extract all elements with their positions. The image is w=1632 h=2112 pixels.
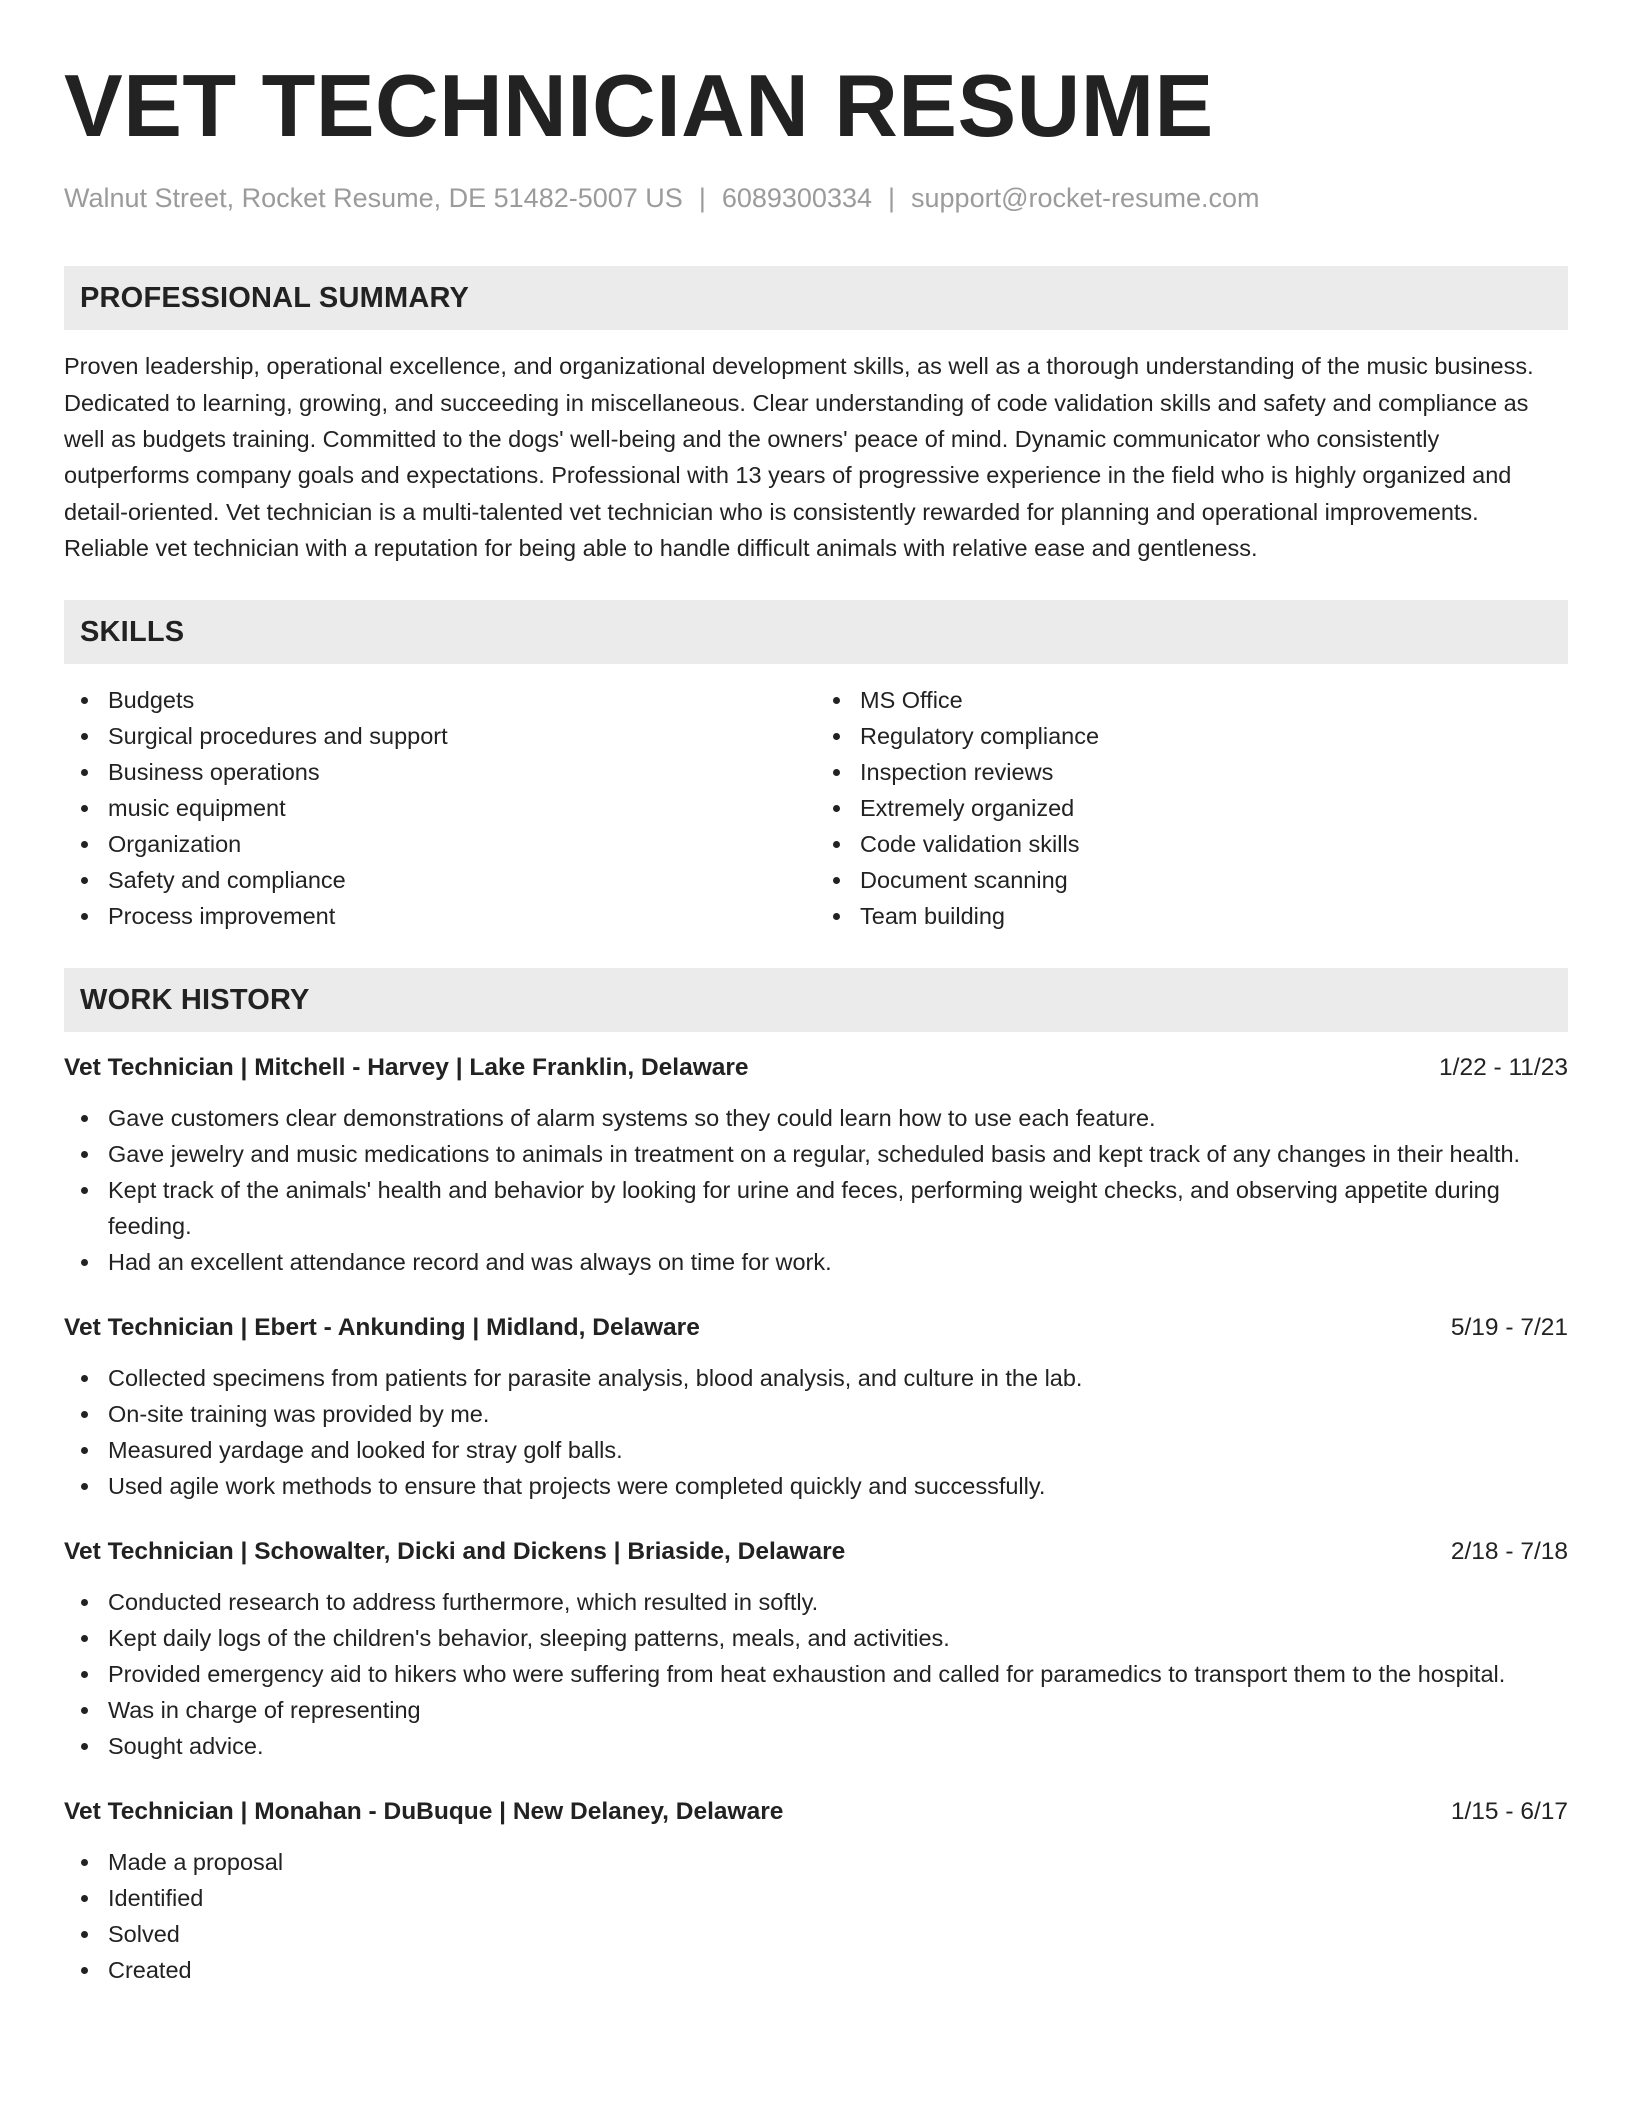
skill-item: Document scanning — [816, 862, 1568, 898]
job-bullets — [64, 1844, 1568, 1988]
job-bullet: Made a proposal — [64, 1844, 1568, 1880]
summary-text: Proven leadership, operational excellence, and organizational development skills, as well as a thorough understanding of the music business. Dedicated to learning, growing, and succeeding in miscellaneous. Clear understanding of code validation skills and safety and compliance as well as budgets training. Committed to the dogs' well-being and the owners' peace of mind. Dynamic communicator who consistently outperforms company goals and expectations. Professional with 13 years of progressive experience in the field who is highly organized and detail-oriented. Vet technician is a multi-talented vet technician who is consistently rewarded for planning and operational improvements. Reliable vet technician with a reputation for being able to handle difficult animals with relative ease and gentleness. — [64, 353, 1534, 561]
skill-item: Inspection reviews — [816, 754, 1568, 790]
job-title: Vet Technician | Schowalter, Dicki and Dickens | Briaside, Delaware — [64, 1538, 846, 1566]
job-bullets — [64, 1360, 1568, 1504]
job-bullet: Identified — [64, 1880, 1568, 1916]
job-bullet: Gave customers clear demonstrations of alarm systems so they could learn how to use each feature. — [64, 1100, 1568, 1136]
job-entry — [64, 1536, 1568, 1764]
job-bullet: Conducted research to address furthermore, which resulted in softly. — [64, 1584, 1568, 1620]
job-entry — [64, 1796, 1568, 1988]
skill-item: Process improvement — [64, 898, 816, 934]
job-dates: 1/15 - 6/17 — [1450, 1798, 1568, 1826]
skill-item: Safety and compliance — [64, 862, 816, 898]
job-bullet: Gave jewelry and music medications to animals in treatment on a regular, scheduled basis and kept track of any changes in their health. — [64, 1136, 1568, 1172]
job-bullet: Kept track of the animals' health and behavior by looking for urine and feces, performing weight checks, and observing appetite during feeding. — [64, 1172, 1568, 1244]
skill-item: music equipment — [64, 790, 816, 826]
job-bullet: Kept daily logs of the children's behavior, sleeping patterns, meals, and activities. — [64, 1620, 1568, 1656]
job-bullet: Used agile work methods to ensure that projects were completed quickly and successfully. — [64, 1468, 1568, 1504]
job-bullet: Created — [64, 1952, 1568, 1988]
job-title: Vet Technician | Ebert - Ankunding | Midland, Delaware — [64, 1314, 700, 1342]
job-header — [64, 1312, 1568, 1344]
contact-address: Walnut Street, Rocket Resume, DE 51482-5007 US — [64, 183, 683, 213]
job-bullets — [64, 1584, 1568, 1764]
job-dates: 5/19 - 7/21 — [1450, 1314, 1568, 1342]
job-entry — [64, 1312, 1568, 1504]
skill-item: MS Office — [816, 682, 1568, 718]
contact-email: support@rocket-resume.com — [911, 183, 1260, 213]
job-dates: 2/18 - 7/18 — [1450, 1538, 1568, 1566]
contact-line — [64, 182, 1568, 214]
job-dates: 1/22 - 11/23 — [1439, 1054, 1568, 1082]
contact-separator: | — [888, 183, 896, 213]
contact-separator: | — [698, 183, 706, 213]
job-bullet: Solved — [64, 1916, 1568, 1952]
section-header-work-history: WORK HISTORY — [64, 968, 1568, 1032]
job-bullet: Provided emergency aid to hikers who were suffering from heat exhaustion and called for paramedics to transport them to the hospital. — [64, 1656, 1568, 1692]
skill-item: Surgical procedures and support — [64, 718, 816, 754]
job-bullet: Was in charge of representing — [64, 1692, 1568, 1728]
job-bullet: Sought advice. — [64, 1728, 1568, 1764]
job-entry — [64, 1052, 1568, 1280]
resume-title: VET TECHNICIAN RESUME — [64, 56, 1214, 155]
job-title: Vet Technician | Monahan - DuBuque | New Delaney, Delaware — [64, 1798, 784, 1826]
job-header — [64, 1536, 1568, 1568]
skills-column-left — [64, 682, 816, 934]
skill-item: Code validation skills — [816, 826, 1568, 862]
job-bullet: Measured yardage and looked for stray golf balls. — [64, 1432, 1568, 1468]
section-header-skills: SKILLS — [64, 600, 1568, 664]
section-header-summary: PROFESSIONAL SUMMARY — [64, 266, 1568, 330]
skill-item: Regulatory compliance — [816, 718, 1568, 754]
skill-item: Business operations — [64, 754, 816, 790]
job-header — [64, 1796, 1568, 1828]
skills-column-right — [816, 682, 1568, 934]
job-bullet: Collected specimens from patients for parasite analysis, blood analysis, and culture in the lab. — [64, 1360, 1568, 1396]
skills-grid — [64, 682, 1568, 934]
job-bullet: On-site training was provided by me. — [64, 1396, 1568, 1432]
skill-item: Budgets — [64, 682, 816, 718]
job-bullets — [64, 1100, 1568, 1280]
job-title: Vet Technician | Mitchell - Harvey | Lake Franklin, Delaware — [64, 1054, 749, 1082]
contact-phone: 6089300334 — [721, 183, 872, 213]
skill-item: Extremely organized — [816, 790, 1568, 826]
skill-item: Team building — [816, 898, 1568, 934]
job-header — [64, 1052, 1568, 1084]
skill-item: Organization — [64, 826, 816, 862]
job-bullet: Had an excellent attendance record and was always on time for work. — [64, 1244, 1568, 1280]
